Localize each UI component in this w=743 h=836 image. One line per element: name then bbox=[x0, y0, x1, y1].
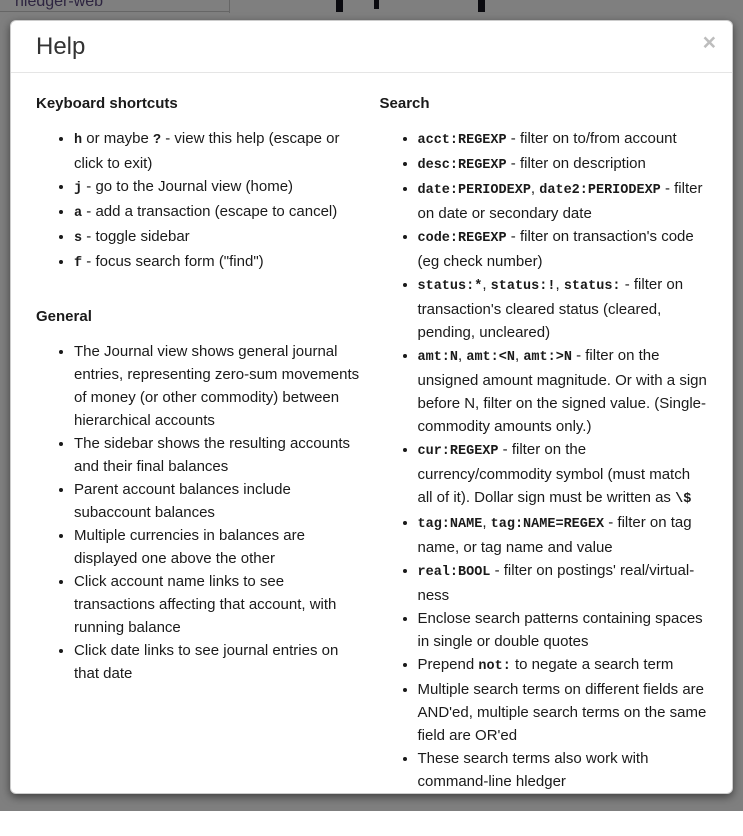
text-span: , bbox=[482, 276, 491, 294]
text-span: , bbox=[530, 180, 540, 198]
code-span: ? bbox=[152, 133, 162, 149]
help-list bbox=[36, 127, 364, 275]
text-span: - filter on transaction's cleared status (cleared, pending, uncleared) bbox=[417, 276, 684, 342]
text-span: Multiple search terms on different fields are AND'ed, multiple search terms on the same field are OR'ed bbox=[417, 681, 707, 745]
help-list bbox=[36, 340, 364, 685]
modal-title: Help bbox=[36, 33, 86, 60]
text-span: Click account name links to see transactions affecting that account, with running balance bbox=[74, 573, 337, 637]
text-span: - filter on the currency/commodity symbol (must match all of it). Dollar sign must be written as bbox=[417, 441, 691, 507]
help-list-item bbox=[418, 344, 708, 438]
text-span: - focus search form ("find") bbox=[82, 253, 264, 271]
help-list-item bbox=[418, 127, 708, 152]
code-span: date2:PERIODEXP bbox=[539, 183, 661, 199]
code-span: tag:NAME bbox=[417, 517, 483, 533]
text-span: Click date links to see journal entries on that date bbox=[74, 642, 339, 683]
code-span: desc:REGEXP bbox=[417, 158, 507, 174]
help-list-item bbox=[418, 177, 708, 225]
help-list-item bbox=[74, 639, 364, 685]
help-list-item bbox=[418, 559, 708, 607]
help-list-item bbox=[74, 200, 364, 225]
code-span: status:! bbox=[490, 279, 556, 295]
code-span: real:BOOL bbox=[417, 565, 491, 581]
code-span: amt:N bbox=[417, 350, 459, 366]
text-span: to negate a search term bbox=[510, 656, 674, 674]
modal-body bbox=[11, 73, 732, 836]
code-span: not: bbox=[478, 659, 511, 675]
text-span: - view this help (escape or click to exit) bbox=[74, 130, 340, 173]
help-list-item bbox=[418, 152, 708, 177]
help-list-item bbox=[74, 340, 364, 432]
section-heading: Search bbox=[379, 95, 430, 113]
text-span: - add a transaction (escape to cancel) bbox=[82, 203, 338, 221]
code-span: s bbox=[74, 231, 83, 247]
code-span: status: bbox=[563, 279, 621, 295]
code-span: a bbox=[74, 206, 83, 222]
help-list-item bbox=[418, 438, 708, 511]
help-list-item bbox=[74, 478, 364, 524]
help-list-item bbox=[74, 432, 364, 478]
text-span: - filter on to/from account bbox=[506, 130, 677, 148]
help-column-left bbox=[36, 95, 364, 826]
help-list-item bbox=[418, 607, 708, 653]
text-span: The Journal view shows general journal entries, representing zero-sum movements of money (or other commodity) between hierarchical accounts bbox=[74, 343, 360, 430]
help-list-item bbox=[74, 225, 364, 250]
text-span: , bbox=[555, 276, 564, 294]
help-list-item bbox=[418, 273, 708, 344]
text-span: - filter on the unsigned amount magnitude. Or with a sign before N, filter on the signed value. (Single-commodity amounts only.) bbox=[417, 347, 707, 436]
section-heading: General bbox=[36, 308, 92, 326]
modal-header bbox=[11, 21, 732, 73]
text-span: Multiple currencies in balances are displayed one above the other bbox=[74, 527, 305, 568]
text-span: , bbox=[458, 347, 467, 365]
text-span: These search terms also work with command-line hledger bbox=[417, 750, 649, 791]
text-span: - go to the Journal view (home) bbox=[82, 178, 294, 196]
text-span: Prepend bbox=[417, 656, 479, 674]
close-button[interactable] bbox=[701, 29, 718, 56]
code-span: h bbox=[74, 133, 83, 149]
help-list-item bbox=[418, 747, 708, 793]
code-span: amt:<N bbox=[466, 350, 515, 366]
code-span: amt:>N bbox=[523, 350, 572, 366]
text-span: - filter on transaction's code (eg check number) bbox=[417, 228, 694, 271]
help-list-item bbox=[74, 524, 364, 570]
text-span: - filter on postings' real/virtual-ness bbox=[417, 562, 695, 605]
text-span: - filter on tag name, or tag name and value bbox=[417, 514, 692, 557]
code-span: f bbox=[74, 256, 83, 272]
help-list-item bbox=[74, 250, 364, 275]
text-span: - toggle sidebar bbox=[82, 228, 190, 246]
text-span: The sidebar shows the resulting accounts and their final balances bbox=[74, 435, 350, 476]
text-span: , bbox=[514, 347, 524, 365]
text-span: Enclose search patterns containing spaces in single or double quotes bbox=[417, 610, 703, 651]
help-list-item bbox=[74, 175, 364, 200]
code-span: j bbox=[74, 181, 83, 197]
help-list-item bbox=[418, 653, 708, 678]
text-span: - filter on description bbox=[506, 155, 646, 173]
code-span: cur:REGEXP bbox=[417, 444, 499, 460]
text-span: , bbox=[482, 514, 491, 532]
help-list-item bbox=[74, 570, 364, 639]
text-span: Parent account balances include subaccount balances bbox=[74, 481, 291, 522]
help-list bbox=[380, 127, 708, 793]
help-list-item bbox=[418, 678, 708, 747]
code-span: date:PERIODEXP bbox=[417, 183, 531, 199]
text-span: or maybe bbox=[82, 130, 153, 148]
help-list-item bbox=[418, 511, 708, 559]
help-list-item bbox=[74, 127, 364, 175]
code-span: code:REGEXP bbox=[417, 231, 507, 247]
code-span: \$ bbox=[675, 492, 692, 508]
help-list-item bbox=[418, 225, 708, 273]
code-span: tag:NAME=REGEX bbox=[490, 517, 605, 533]
help-column-right bbox=[380, 95, 708, 826]
code-span: acct:REGEXP bbox=[417, 133, 507, 149]
text-span: - filter on date or secondary date bbox=[417, 180, 703, 223]
close-icon: × bbox=[702, 29, 716, 55]
code-span: status:* bbox=[417, 279, 483, 295]
section-heading: Keyboard shortcuts bbox=[36, 95, 178, 113]
help-modal bbox=[10, 20, 733, 794]
